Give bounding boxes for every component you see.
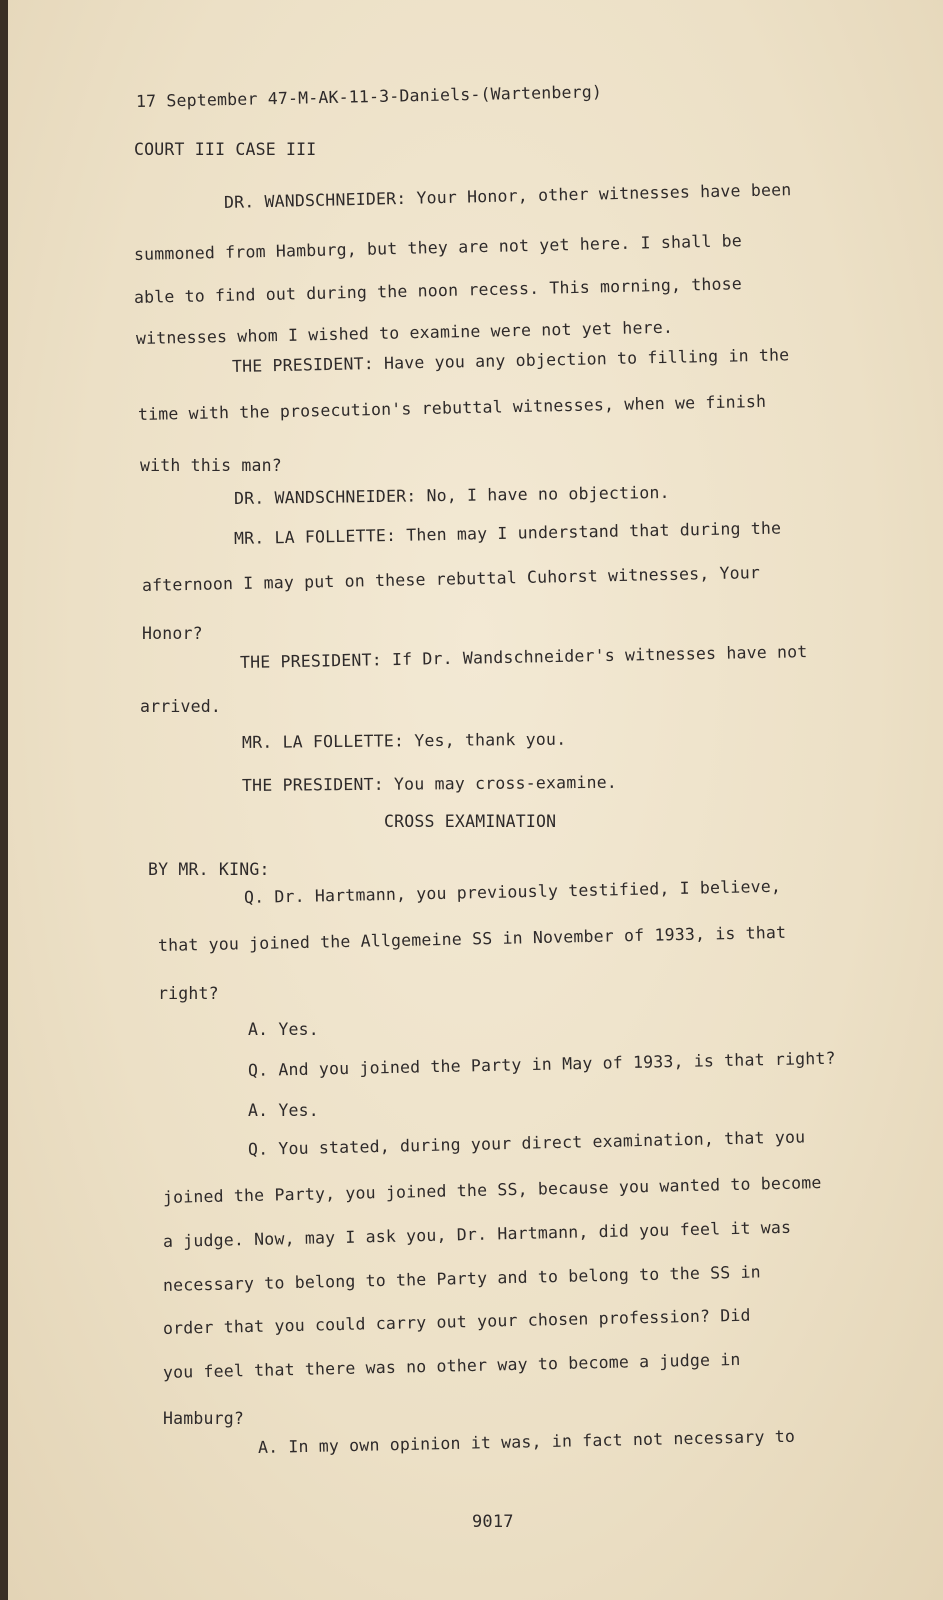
transcript-line: afternoon I may put on these rebuttal Cuhorst witnesses, Your xyxy=(141,563,761,595)
transcript-line: necessary to belong to the Party and to belong to the SS in xyxy=(162,1262,761,1295)
transcript-line: A. Yes. xyxy=(248,1020,319,1039)
transcript-line: Q. And you joined the Party in May of 1933, is that right? xyxy=(247,1048,836,1080)
transcript-line: THE PRESIDENT: Have you any objection to filling in the xyxy=(231,345,790,376)
transcript-line: DR. WANDSCHNEIDER: Your Honor, other witnesses have been xyxy=(223,180,792,212)
transcript-line: order that you could carry out your chosen profession? Did xyxy=(162,1305,751,1338)
transcript-line: you feel that there was no other way to become a judge in xyxy=(162,1349,741,1382)
transcript-line: A. Yes. xyxy=(248,1101,319,1120)
transcript-line: arrived. xyxy=(140,697,222,716)
transcript-line: time with the prosecution's rebuttal witnesses, when we finish xyxy=(137,391,767,424)
transcript-page xyxy=(8,0,943,1600)
transcript-line: MR. LA FOLLETTE: Then may I understand that during the xyxy=(233,518,782,548)
transcript-line: DR. WANDSCHNEIDER: No, I have no objection. xyxy=(233,482,670,508)
transcript-line: Q. Dr. Hartmann, you previously testified, I believe, xyxy=(243,876,782,907)
header-court: COURT III CASE III xyxy=(134,140,317,159)
transcript-line: Honor? xyxy=(142,624,203,643)
transcript-line: A. In my own opinion it was, in fact not necessary to xyxy=(257,1426,796,1457)
header-reference: 17 September 47-M-AK-11-3-Daniels-(Wartenberg) xyxy=(135,82,603,111)
transcript-line: THE PRESIDENT: You may cross-examine. xyxy=(241,772,618,795)
transcript-line: with this man? xyxy=(140,456,282,475)
section-heading: CROSS EXAMINATION xyxy=(384,812,557,831)
page-number: 9017 xyxy=(472,1512,514,1532)
transcript-line: right? xyxy=(158,984,219,1003)
transcript-line: joined the Party, you joined the SS, because you wanted to become xyxy=(162,1173,822,1207)
transcript-line: able to find out during the noon recess. This morning, those xyxy=(133,274,743,307)
transcript-line: MR. LA FOLLETTE: Yes, thank you. xyxy=(241,729,567,752)
transcript-line: witnesses whom I wished to examine were not yet here. xyxy=(135,317,674,348)
transcript-line: Hamburg? xyxy=(163,1409,245,1428)
transcript-line: THE PRESIDENT: If Dr. Wandschneider's witnesses have not xyxy=(239,642,808,672)
transcript-line: BY MR. KING: xyxy=(148,860,270,879)
transcript-line: summoned from Hamburg, but they are not yet here. I shall be xyxy=(133,231,743,264)
transcript-line: that you joined the Allgemeine SS in November of 1933, is that xyxy=(157,922,787,955)
transcript-line: a judge. Now, may I ask you, Dr. Hartmann, did you feel it was xyxy=(162,1217,792,1251)
transcript-line: Q. You stated, during your direct examination, that you xyxy=(247,1127,806,1159)
